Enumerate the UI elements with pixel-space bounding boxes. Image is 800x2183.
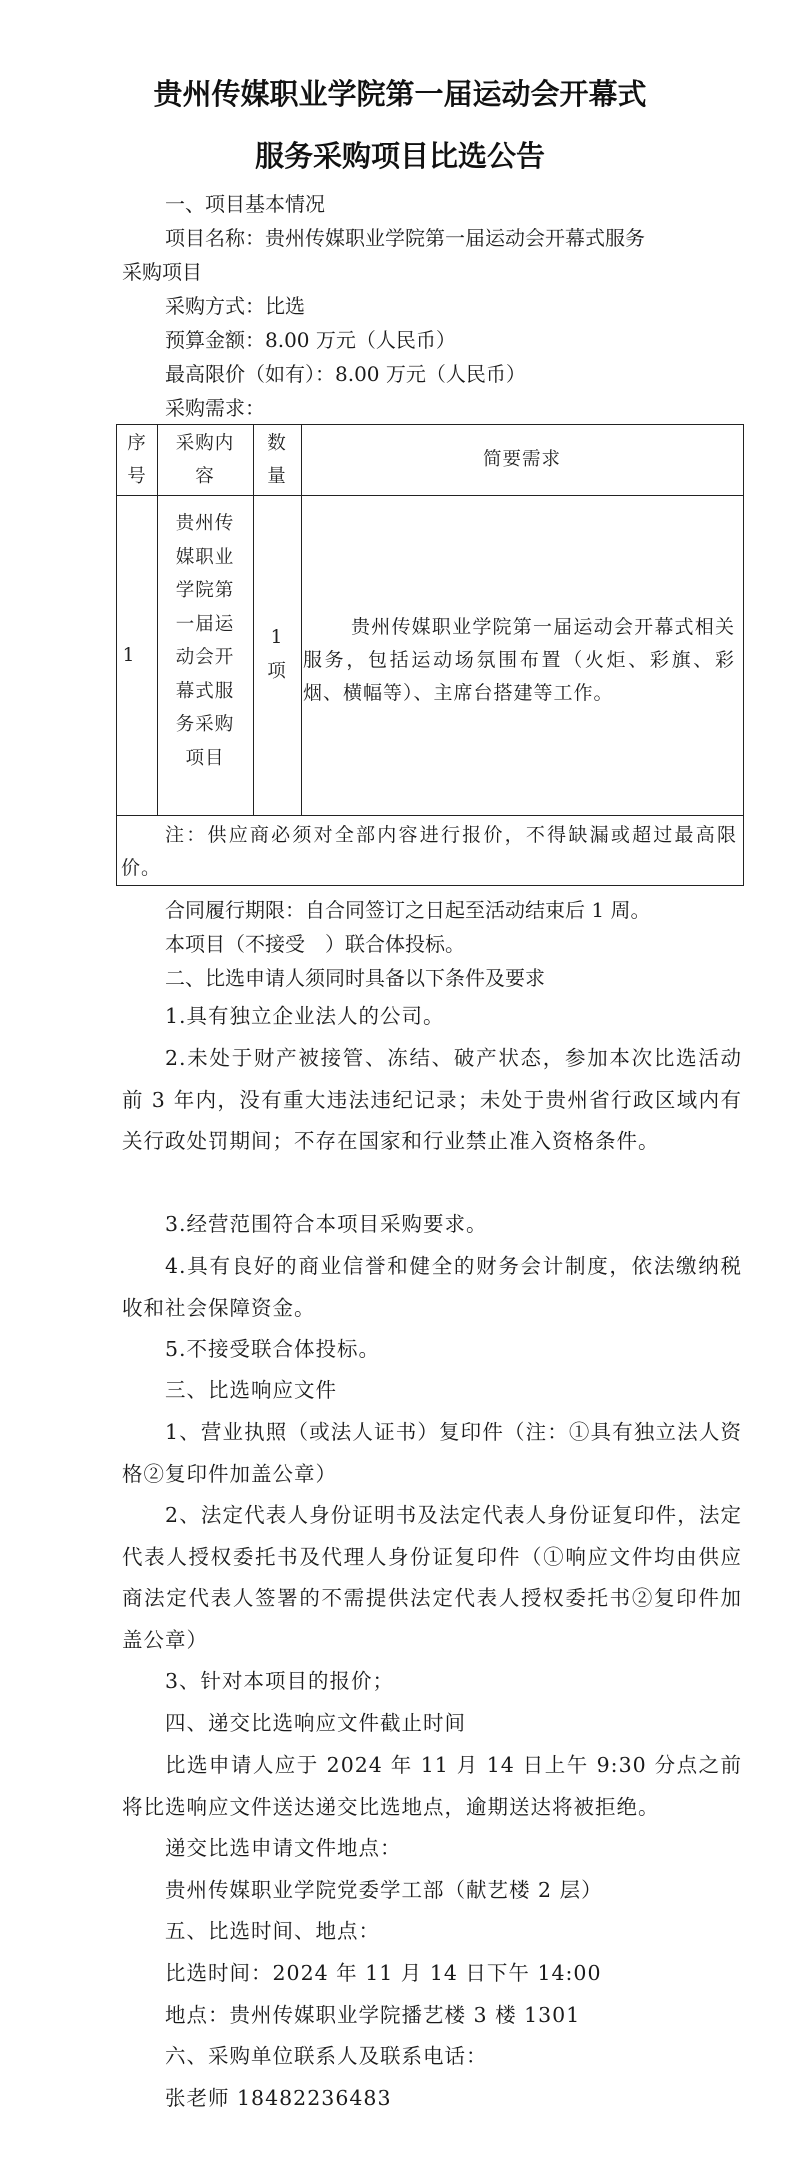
header-qty: 数 量 <box>267 433 287 487</box>
section2-item-4: 4.具有良好的商业信誉和健全的财务会计制度，依法缴纳税收和社会保障资金。 <box>122 1254 742 1320</box>
section6-heading: 六、采购单位联系人及联系电话： <box>165 2044 488 2068</box>
section3-item-2: 2、法定代表人身份证明书及法定代表人身份证复印件，法定代表人授权委托书及代理人身份证复印件（①响应文件均由供应商法定代表人签署的不需提供法定代表人授权委托书②复印件加盖公章） <box>122 1503 742 1652</box>
section6-contact: 张老师 18482236483 <box>165 2086 392 2110</box>
section4-place-label: 递交比选申请文件地点： <box>165 1836 402 1860</box>
section5-heading: 五、比选时间、地点： <box>165 1919 380 1943</box>
section3-item-3: 3、针对本项目的报价； <box>165 1669 395 1693</box>
section2-heading: 二、比选申请人须同时具备以下条件及要求 <box>165 966 545 990</box>
section2-item-5: 5.不接受联合体投标。 <box>165 1337 381 1361</box>
section1-heading: 一、项目基本情况 <box>165 192 325 216</box>
header-brief: 简要需求 <box>482 449 561 470</box>
project-name-cont: 采购项目 <box>122 260 202 284</box>
max-price: 最高限价（如有）：8.00 万元（人民币） <box>165 362 526 386</box>
needs-label: 采购需求： <box>165 396 265 420</box>
title-line-1: 贵州传媒职业学院第一届运动会开幕式 <box>153 77 647 111</box>
row-content: 贵州传 媒职业 学院第 一届运 动会开 幕式服 务采购 项目 <box>175 513 235 769</box>
contract-period: 合同履行期限：自合同签订之日起至活动结束后 1 周。 <box>165 898 651 922</box>
section4-place: 贵州传媒职业学院党委学工部（献艺楼 2 层） <box>165 1878 603 1902</box>
table-divider <box>301 425 302 815</box>
requirements-table <box>116 424 744 886</box>
section2-item-1: 1.具有独立企业法人的公司。 <box>165 1004 445 1028</box>
budget-amount: 预算金额：8.00 万元（人民币） <box>165 328 456 352</box>
procurement-method: 采购方式：比选 <box>165 294 305 318</box>
section5-time: 比选时间：2024 年 11 月 14 日下午 14:00 <box>165 1961 602 1985</box>
section3-heading: 三、比选响应文件 <box>165 1378 337 1402</box>
header-content: 采购内 容 <box>175 433 235 487</box>
section2-item-2: 2.未处于财产被接管、冻结、破产状态，参加本次比选活动前 3 年内，没有重大违法违纪记录；未处于贵州省行政区域内有关行政处罚期间；不存在国家和行业禁止准入资格条件。 <box>122 1046 742 1153</box>
consortium-note: 本项目（不接受 ）联合体投标。 <box>165 932 465 956</box>
row-needs: 贵州传媒职业学院第一届运动会开幕式相关服务，包括运动场氛围布置（火炬、彩旗、彩烟、横幅等）、主席台搭建等工作。 <box>303 616 735 704</box>
header-seq: 序 号 <box>127 433 147 487</box>
table-divider <box>117 495 743 496</box>
table-divider <box>117 815 743 816</box>
row-qty: 1 项 <box>267 627 287 682</box>
row-seq: 1 <box>122 645 136 666</box>
section3-item-1: 1、营业执照（或法人证书）复印件（注：①具有独立法人资格②复印件加盖公章） <box>122 1420 742 1486</box>
section4-deadline: 比选申请人应于 2024 年 11 月 14 日上午 9:30 分点之前将比选响应文件送达递交比选地点，逾期送达将被拒绝。 <box>122 1753 742 1819</box>
table-note: 注：供应商必须对全部内容进行报价，不得缺漏或超过最高限价。 <box>121 824 737 879</box>
title-line-2: 服务采购项目比选公告 <box>254 139 545 173</box>
section4-heading: 四、递交比选响应文件截止时间 <box>165 1711 466 1735</box>
section5-place: 地点：贵州传媒职业学院播艺楼 3 楼 1301 <box>165 2003 581 2027</box>
section2-item-3: 3.经营范围符合本项目采购要求。 <box>165 1212 488 1236</box>
project-name: 项目名称：贵州传媒职业学院第一届运动会开幕式服务 <box>165 226 645 250</box>
